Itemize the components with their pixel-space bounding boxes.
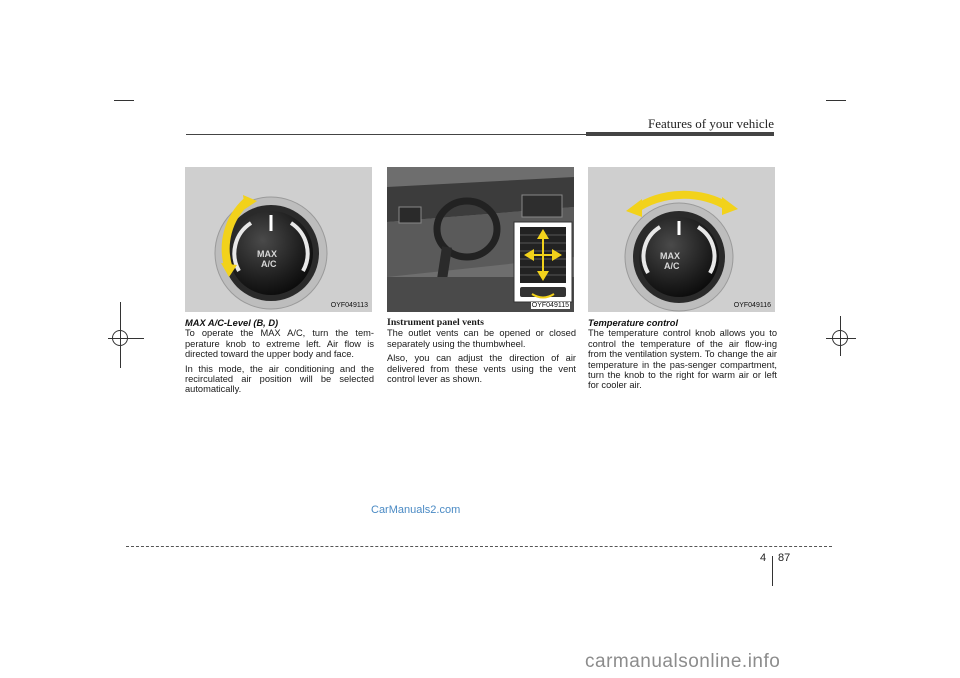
title-rule-accent	[586, 132, 774, 136]
column-max-ac	[185, 318, 374, 399]
column-instrument-vents	[387, 318, 576, 388]
watermark-link[interactable]: CarManuals2.com	[371, 504, 461, 516]
chapter-number: 4	[760, 552, 767, 564]
crop-mark-top-right	[826, 100, 846, 101]
figure-caption: OYF049113	[330, 302, 368, 309]
page-number: 87	[778, 552, 791, 564]
dashboard-illustration	[387, 167, 574, 312]
max-ac-knob-illustration	[185, 167, 372, 312]
paragraph: The outlet vents can be opened or closed separately using the thumbwheel.	[387, 328, 576, 349]
heading-max-ac: MAX A/C-Level (B, D)	[185, 318, 279, 328]
footer-watermark: carmanualsonline.info	[585, 651, 781, 672]
figure-instrument-panel-vents	[387, 167, 574, 312]
section-title: Features of your vehicle	[648, 116, 774, 131]
figure-temperature-knob	[588, 167, 775, 312]
paragraph: In this mode, the air conditioning and the recirculated air position will be selected automatically.	[185, 363, 374, 395]
figure-max-ac-knob	[185, 167, 372, 312]
paragraph: Also, you can adjust the direction of air delivered from these vents using the vent control lever as shown.	[387, 353, 576, 385]
figure-caption: OYF049116	[733, 302, 771, 309]
column-temperature-control	[588, 318, 777, 395]
temperature-knob-illustration	[588, 167, 775, 312]
crop-mark-bottom-vertical	[772, 556, 773, 586]
footer-divider	[126, 546, 832, 547]
paragraph: To operate the MAX A/C, turn the tem-perature knob to extreme left. Air flow is directed toward the upper body and face.	[185, 328, 374, 360]
figure-caption: OYF049115	[531, 302, 569, 309]
heading-instrument-vents: Instrument panel vents	[387, 317, 484, 328]
knob-label-max: MAX	[257, 249, 277, 259]
registration-circle-left	[112, 330, 128, 346]
knob-label-ac: A/C	[664, 261, 680, 271]
title-rule	[186, 134, 586, 135]
registration-circle-right	[832, 330, 848, 346]
crop-mark-top-left	[114, 100, 134, 101]
knob-label-ac: A/C	[261, 259, 277, 269]
paragraph: The temperature control knob allows you to control the temperature of the air flow-ing from the ventilation system. To change the air temperature in the pas-senger compartment, turn the knob to the right for warm air or left for cooler air.	[588, 328, 777, 391]
knob-label-max: MAX	[660, 251, 680, 261]
heading-temperature-control: Temperature control	[588, 318, 679, 328]
